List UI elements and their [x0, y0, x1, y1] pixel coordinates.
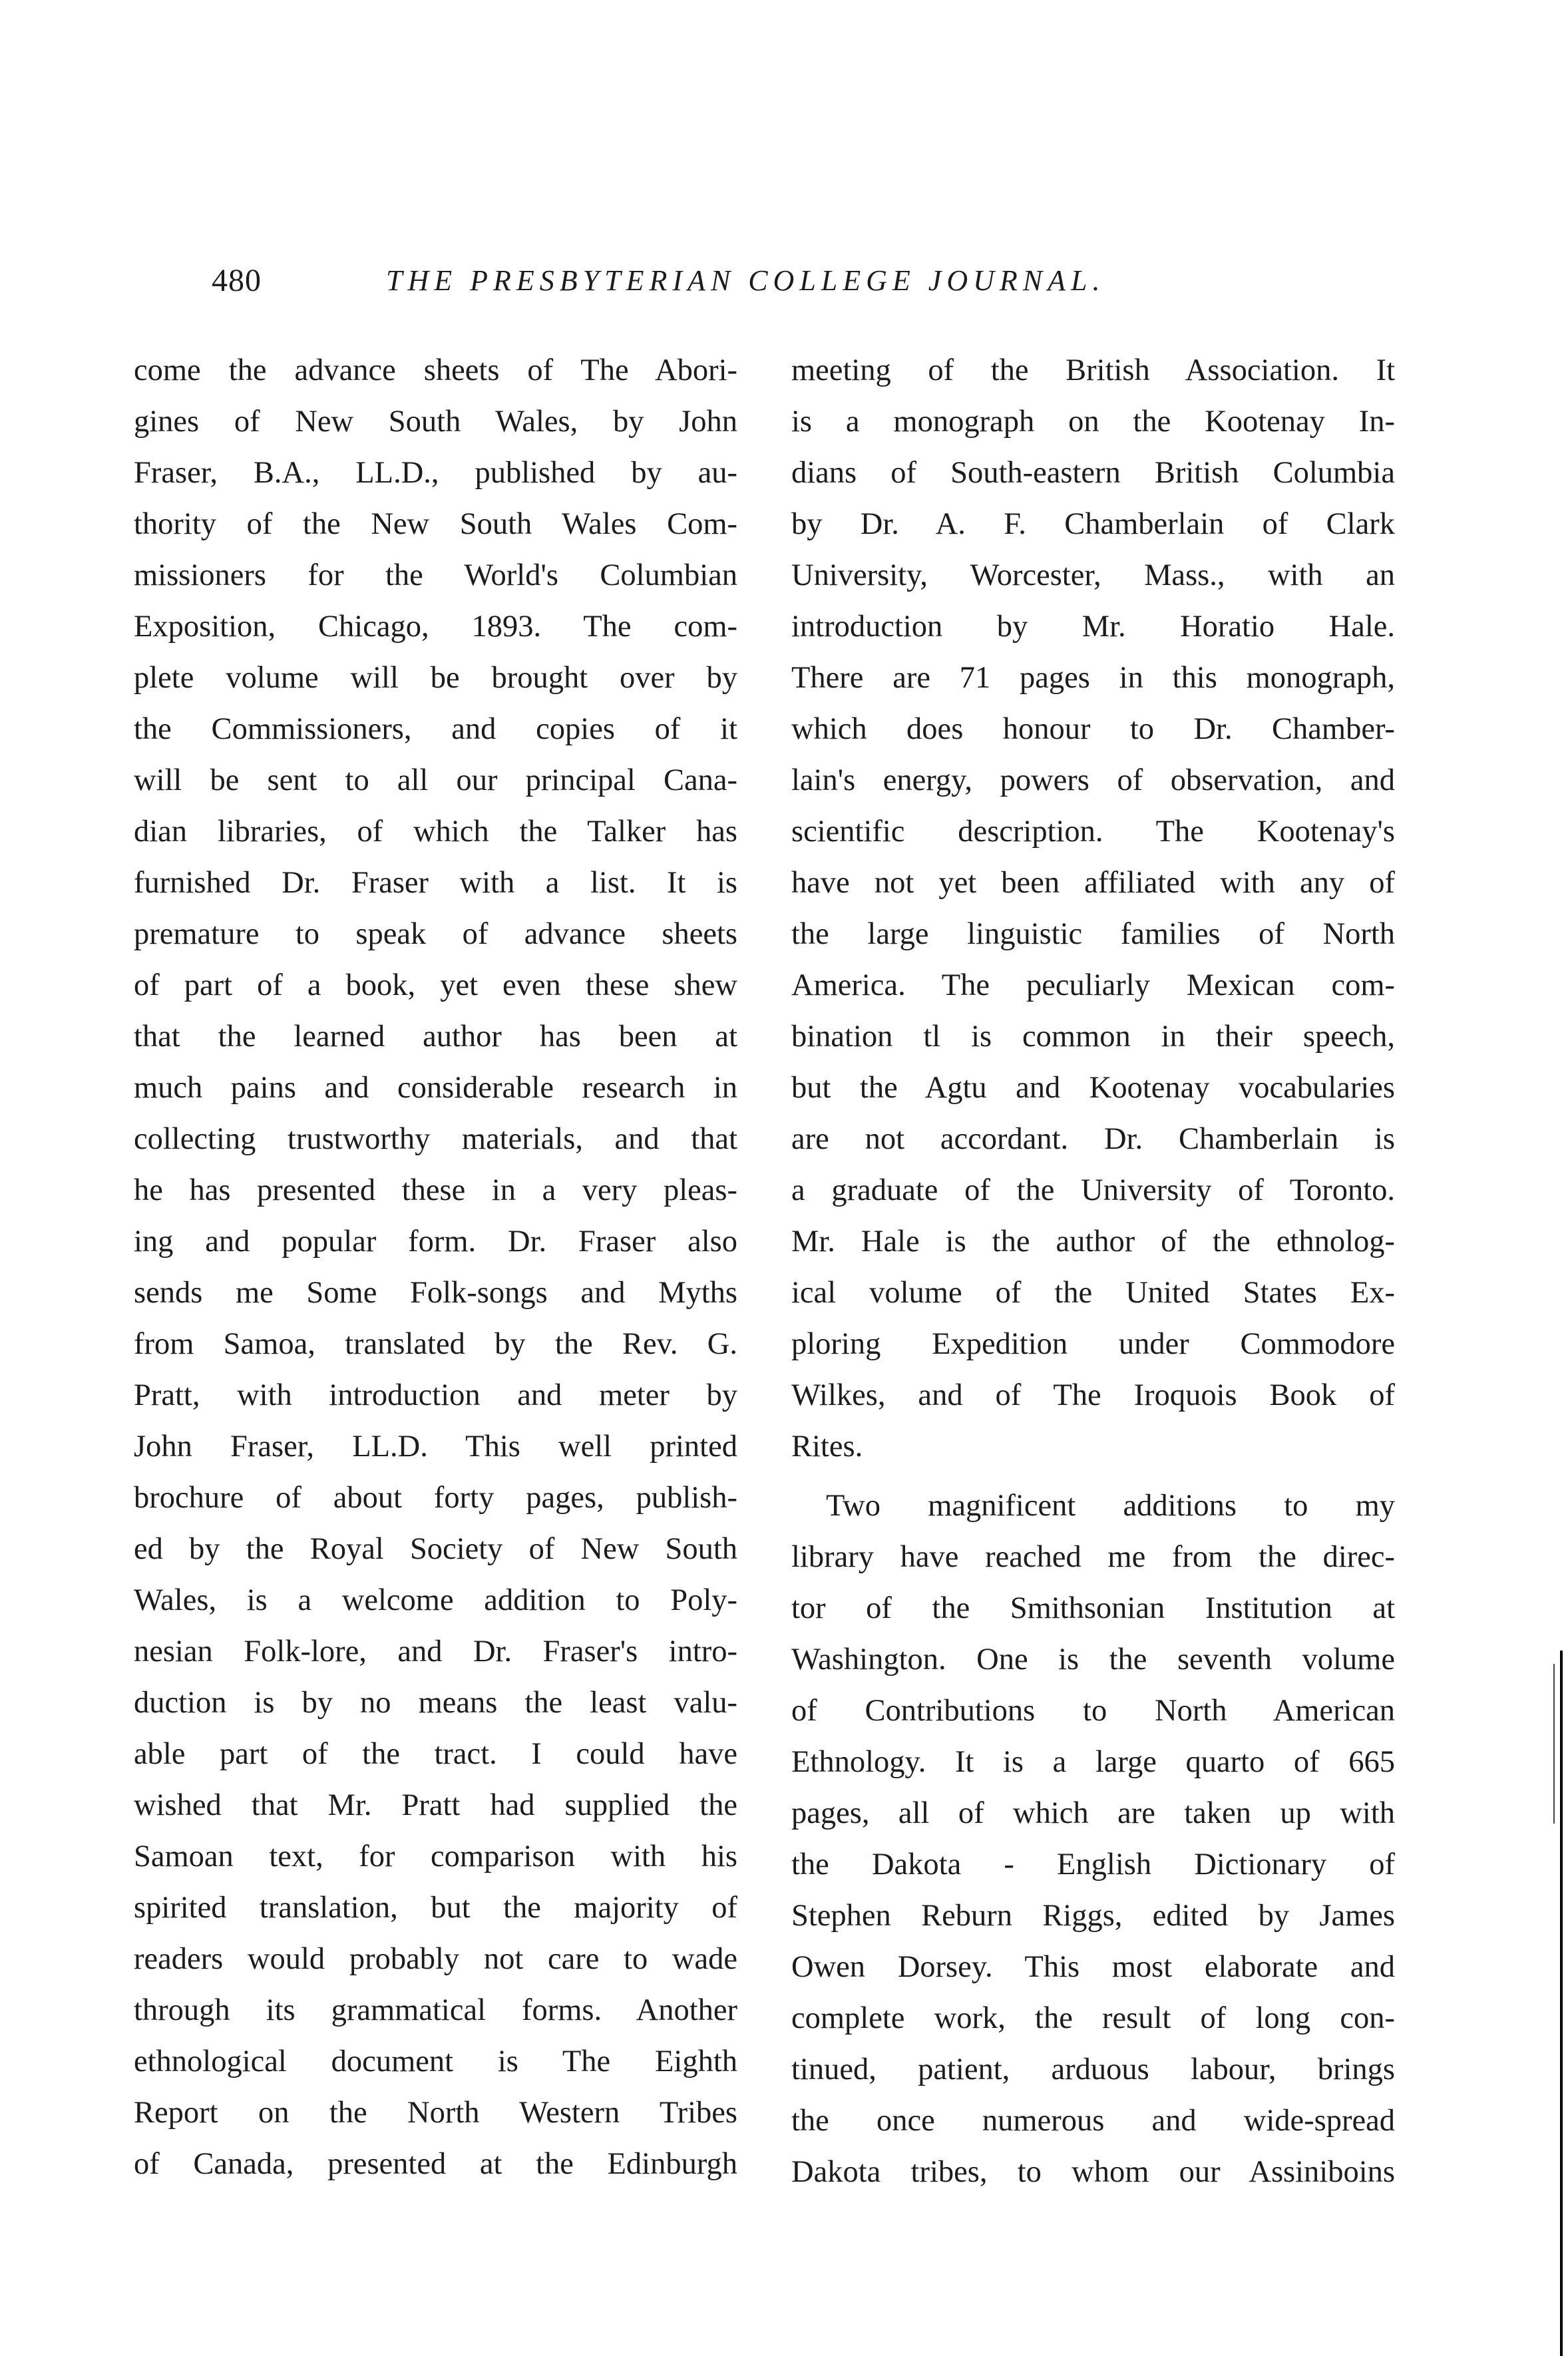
text-line: scientific description. The Kootenay's: [791, 815, 1395, 849]
text-line: able part of the tract. I could have: [134, 1737, 737, 1771]
text-line: of Contributions to North American: [791, 1694, 1395, 1728]
text-line: Ethnology. It is a large quarto of 665: [791, 1745, 1395, 1779]
text-line: meeting of the British Association. It: [791, 353, 1395, 387]
right-column: [791, 345, 1395, 2198]
text-line: a graduate of the University of Toronto.: [791, 1173, 1395, 1207]
page-number: 480: [212, 263, 262, 298]
text-line: dian libraries, of which the Talker has: [134, 815, 737, 849]
text-line: through its grammatical forms. Another: [134, 1993, 737, 2027]
text-line: introduction by Mr. Horatio Hale.: [791, 610, 1395, 644]
text-line: Stephen Reburn Riggs, edited by James: [791, 1899, 1395, 1933]
text-line: premature to speak of advance sheets: [134, 917, 737, 951]
text-line: ethnological document is The Eighth: [134, 2045, 737, 2078]
text-line: have not yet been affiliated with any of: [791, 866, 1395, 900]
text-line: tor of the Smithsonian Institution at: [791, 1591, 1395, 1625]
scan-edge-mark-thin: [1553, 1664, 1555, 1824]
text-line: wished that Mr. Pratt had supplied the: [134, 1788, 737, 1822]
text-line: Two magnificent additions to my: [826, 1489, 1395, 1523]
text-line: John Fraser, LL.D. This well printed: [134, 1430, 737, 1464]
text-line: come the advance sheets of The Abori-: [134, 353, 737, 387]
text-line: plete volume will be brought over by: [134, 661, 737, 695]
text-line: which does honour to Dr. Chamber-: [791, 712, 1395, 746]
text-line: ploring Expedition under Commodore: [791, 1327, 1395, 1361]
scan-edge-mark: [1560, 1651, 1563, 2356]
text-line: ical volume of the United States Ex-: [791, 1276, 1395, 1310]
text-line: readers would probably not care to wade: [134, 1942, 737, 1976]
text-line: Rites.: [791, 1430, 863, 1464]
text-line: thority of the New South Wales Com-: [134, 507, 737, 541]
text-line: nesian Folk-lore, and Dr. Fraser's intro-: [134, 1635, 737, 1669]
text-line: ed by the Royal Society of New South: [134, 1532, 737, 1566]
text-line: much pains and considerable research in: [134, 1071, 737, 1105]
text-line: collecting trustworthy materials, and that: [134, 1122, 737, 1156]
text-line: will be sent to all our principal Cana-: [134, 763, 737, 797]
text-line: ing and popular form. Dr. Fraser also: [134, 1225, 737, 1259]
text-line: by Dr. A. F. Chamberlain of Clark: [791, 507, 1395, 541]
running-head: THE PRESBYTERIAN COLLEGE JOURNAL.: [386, 264, 1105, 297]
text-line: tinued, patient, arduous labour, brings: [791, 2053, 1395, 2086]
text-line: There are 71 pages in this monograph,: [791, 661, 1395, 695]
text-line: that the learned author has been at: [134, 1020, 737, 1054]
text-line: the Commissioners, and copies of it: [134, 712, 737, 746]
text-line: Wales, is a welcome addition to Poly-: [134, 1583, 737, 1617]
text-line: spirited translation, but the majority of: [134, 1891, 737, 1925]
text-line: are not accordant. Dr. Chamberlain is: [791, 1122, 1395, 1156]
text-line: America. The peculiarly Mexican com-: [791, 968, 1395, 1002]
text-line: duction is by no means the least valu-: [134, 1686, 737, 1720]
text-line: pages, all of which are taken up with: [791, 1796, 1395, 1830]
text-line: Washington. One is the seventh volume: [791, 1643, 1395, 1676]
text-line: the once numerous and wide-spread: [791, 2104, 1395, 2138]
text-line: bination tl is common in their speech,: [791, 1020, 1395, 1054]
text-line: but the Agtu and Kootenay vocabularies: [791, 1071, 1395, 1105]
text-line: Exposition, Chicago, 1893. The com-: [134, 610, 737, 644]
text-line: of Canada, presented at the Edinburgh: [134, 2147, 737, 2181]
text-line: Dakota tribes, to whom our Assiniboins: [791, 2155, 1395, 2189]
text-line: furnished Dr. Fraser with a list. It is: [134, 866, 737, 900]
text-line: Mr. Hale is the author of the ethnolog-: [791, 1225, 1395, 1259]
text-line: the large linguistic families of North: [791, 917, 1395, 951]
text-line: sends me Some Folk-songs and Myths: [134, 1276, 737, 1310]
paragraph-gap: [791, 1472, 1395, 1480]
text-line: from Samoa, translated by the Rev. G.: [134, 1327, 737, 1361]
text-line: the Dakota - English Dictionary of: [791, 1848, 1395, 1881]
text-line: University, Worcester, Mass., with an: [791, 558, 1395, 592]
text-line: Fraser, B.A., LL.D., published by au-: [134, 456, 737, 490]
text-line: brochure of about forty pages, publish-: [134, 1481, 737, 1515]
text-line: complete work, the result of long con-: [791, 2001, 1395, 2035]
text-line: lain's energy, powers of observation, and: [791, 763, 1395, 797]
text-line: Samoan text, for comparison with his: [134, 1840, 737, 1873]
text-line: is a monograph on the Kootenay In-: [791, 405, 1395, 439]
text-line: he has presented these in a very pleas-: [134, 1173, 737, 1207]
text-line: Wilkes, and of The Iroquois Book of: [791, 1378, 1395, 1412]
text-line: library have reached me from the direc-: [791, 1540, 1395, 1574]
text-line: Report on the North Western Tribes: [134, 2096, 737, 2130]
text-line: dians of South-eastern British Columbia: [791, 456, 1395, 490]
text-line: Pratt, with introduction and meter by: [134, 1378, 737, 1412]
text-line: Owen Dorsey. This most elaborate and: [791, 1950, 1395, 1984]
text-line: gines of New South Wales, by John: [134, 405, 737, 439]
text-line: missioners for the World's Columbian: [134, 558, 737, 592]
left-column: [134, 345, 737, 2190]
text-line: of part of a book, yet even these shew: [134, 968, 737, 1002]
